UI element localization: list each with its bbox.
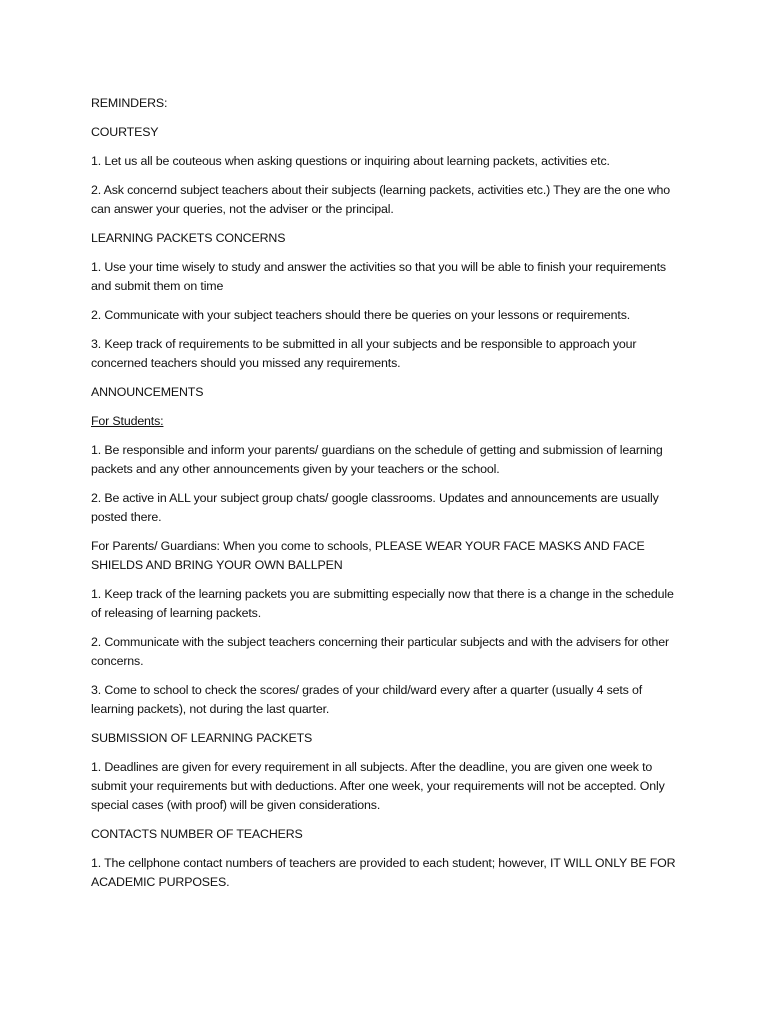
section-heading-announcements: ANNOUNCEMENTS bbox=[91, 385, 204, 399]
students-item: 2. Be active in ALL your subject group chats/ google classrooms. Updates and announcements are usually posted there. bbox=[91, 491, 659, 524]
section-heading-learning-packets: LEARNING PACKETS CONCERNS bbox=[91, 231, 286, 245]
contacts-item: 1. The cellphone contact numbers of teachers are provided to each student; however, IT WILL ONLY BE FOR ACADEMIC PURPOSES. bbox=[91, 856, 676, 889]
parents-item: 3. Come to school to check the scores/ grades of your child/ward every after a quarter (usually 4 sets of learning packets), not during the last quarter. bbox=[91, 683, 643, 716]
learning-packets-item: 2. Communicate with your subject teachers should there be queries on your lessons or requirements. bbox=[91, 308, 631, 322]
section-heading-contacts: CONTACTS NUMBER OF TEACHERS bbox=[91, 827, 303, 841]
parents-item: 1. Keep track of the learning packets you are submitting especially now that there is a change in the schedule of releasing of learning packets. bbox=[91, 587, 674, 620]
submission-item: 1. Deadlines are given for every requirement in all subjects. After the deadline, you are given one week to submit your requirements but with deductions. After one week, your requirements will not be accepted. Only special cases (with proof) will be given considerations. bbox=[91, 760, 665, 812]
students-item: 1. Be responsible and inform your parents/ guardians on the schedule of getting and submission of learning packets and any other announcements given by your teachers or the school. bbox=[91, 443, 663, 476]
document-body bbox=[91, 94, 681, 902]
learning-packets-item: 1. Use your time wisely to study and answer the activities so that you will be able to finish your requirements and submit them on time bbox=[91, 260, 666, 293]
section-heading-submission: SUBMISSION OF LEARNING PACKETS bbox=[91, 731, 313, 745]
parents-notice: For Parents/ Guardians: When you come to schools, PLEASE WEAR YOUR FACE MASKS AND FACE SHIELDS AND BRING YOUR OWN BALLPEN bbox=[91, 539, 645, 572]
courtesy-item: 1. Let us all be couteous when asking questions or inquiring about learning packets, activities etc. bbox=[91, 154, 610, 168]
learning-packets-item: 3. Keep track of requirements to be submitted in all your subjects and be responsible to approach your concerned teachers should you missed any requirements. bbox=[91, 337, 637, 370]
document-title: REMINDERS: bbox=[91, 96, 168, 110]
parents-item: 2. Communicate with the subject teachers concerning their particular subjects and with the advisers for other concerns. bbox=[91, 635, 670, 668]
section-heading-courtesy: COURTESY bbox=[91, 125, 159, 139]
courtesy-item: 2. Ask concernd subject teachers about their subjects (learning packets, activities etc.) They are the one who can answer your queries, not the adviser or the principal. bbox=[91, 183, 671, 216]
students-subheading: For Students: bbox=[91, 414, 164, 428]
